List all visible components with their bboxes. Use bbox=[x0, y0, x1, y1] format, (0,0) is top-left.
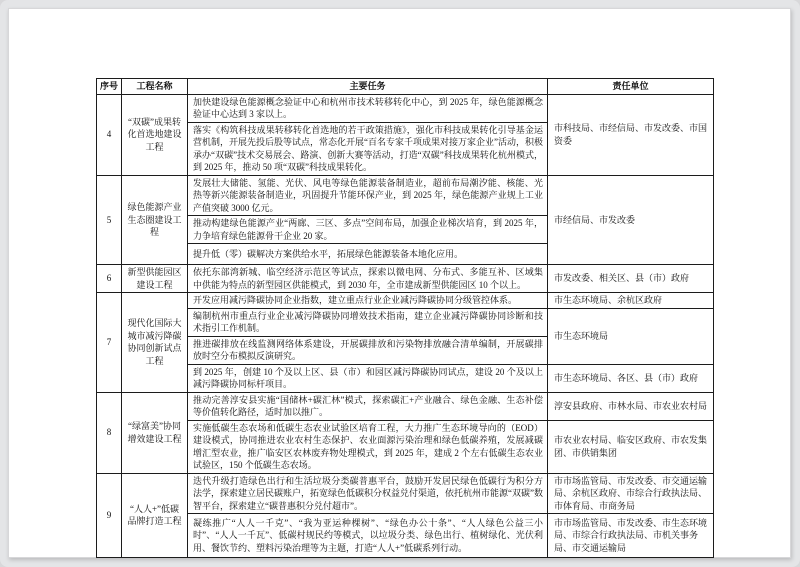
task-cell: 发展壮大储能、氢能、光伏、风电等绿色能源装备制造业，超前布局潮汐能、核能、光热等新兴能源装备制造业，巩固提升节能环保产业，到 2025 年，绿色能源产业规上工业产值突破 3000 亿元。 bbox=[188, 175, 548, 216]
project-name-cell: 新型供能园区建设工程 bbox=[122, 265, 188, 293]
row-number-cell: 8 bbox=[97, 392, 122, 473]
project-name-cell: 绿色能源产业生态圈建设工程 bbox=[122, 175, 188, 265]
row-number-cell: 5 bbox=[97, 175, 122, 265]
task-cell: 依托东部湾新城、临空经济示范区等试点，探索以微电网、分布式、多能互补、区域集中供能为特点的新型园区供能模式，到 2030 年，全市建成新型供能园区 10 个以上。 bbox=[188, 265, 548, 293]
task-cell: 编制杭州市重点行业企业减污降碳协同增效技术指南，建立企业减污降碳协同诊断和技术指引工作机制。 bbox=[188, 308, 548, 336]
row-number-cell: 4 bbox=[97, 94, 122, 175]
table-row bbox=[97, 364, 714, 392]
row-number-cell: 9 bbox=[97, 473, 122, 558]
table-row bbox=[97, 514, 714, 558]
responsible-cell: 市经信局、市发改委 bbox=[548, 175, 714, 265]
project-task-table bbox=[96, 78, 714, 558]
task-cell: 推动完善淳安县实施“国储林+碳汇林”模式，探索碳汇+产业融合、绿色金融、生态补偿等价值转化路径，适时加以推广。 bbox=[188, 392, 548, 420]
task-cell: 推动构建绿色能源产业“两廊、三区、多点”空间布局，加强企业梯次培育，到 2025 年，力争培育绿色能源骨干企业 20 家。 bbox=[188, 216, 548, 244]
project-name-cell: “绿富美”协同增效建设工程 bbox=[122, 392, 188, 473]
task-cell: 落实《构筑科技成果转移转化首选地的若干政策措施》，强化市科技成果转化引导基金运营机制，开展先投后股等试点，常态化开展“百名专家千项成果对接万家企业”活动，积极承办“双碳”技术交易展会、路演、创新大赛等活动，打造“双碳”科技成果转化杭州模式，到 2025 年，推动 50 项“双碳”科技成果转化。 bbox=[188, 122, 548, 175]
header-responsible-unit: 责任单位 bbox=[548, 79, 714, 95]
project-name-cell: 现代化国际大城市减污降碳协同创新试点工程 bbox=[122, 293, 188, 393]
table-header-row bbox=[97, 79, 714, 95]
task-cell: 提升低（零）碳解决方案供给水平，拓展绿色能源装备本地化应用。 bbox=[188, 244, 548, 265]
header-project-name: 工程名称 bbox=[122, 79, 188, 95]
table-row bbox=[97, 308, 714, 336]
task-cell: 推进碳排放在线监测网络体系建设，开展碳排放和污染物排放融合清单编制，开展碳排放时空分布模拟反演研究。 bbox=[188, 336, 548, 364]
table-row bbox=[97, 473, 714, 514]
table-row bbox=[97, 175, 714, 216]
task-cell: 加快建设绿色能源概念验证中心和杭州市技术转移转化中心，到 2025 年，绿色能源概念验证中心达到 3 家以上。 bbox=[188, 94, 548, 122]
table-row bbox=[97, 392, 714, 420]
task-cell: 迭代升级打造绿色出行和生活垃圾分类碳普惠平台，鼓励开发居民绿色低碳行为积分方法学，探索建立居民碳账户，拓宽绿色低碳积分权益兑付渠道，依托杭州市能源“双碳”数智平台，探索建立“碳普惠积分兑付超市”。 bbox=[188, 473, 548, 514]
responsible-cell: 淳安县政府、市林水局、市农业农村局 bbox=[548, 392, 714, 420]
task-cell: 开发应用减污降碳协同企业指数，建立重点行业企业减污降碳协同分级管控体系。 bbox=[188, 293, 548, 309]
responsible-cell: 市生态环境局、各区、县（市）政府 bbox=[548, 364, 714, 392]
table-row bbox=[97, 94, 714, 122]
responsible-cell: 市发改委、相关区、县（市）政府 bbox=[548, 265, 714, 293]
project-name-cell: “双碳”成果转化首选地建设工程 bbox=[122, 94, 188, 175]
responsible-cell: 市市场监管局、市发改委、市生态环境局、市综合行政执法局、市机关事务局、市交通运输局 bbox=[548, 514, 714, 558]
row-number-cell: 7 bbox=[97, 293, 122, 393]
header-serial-number: 序号 bbox=[97, 79, 122, 95]
header-main-tasks: 主要任务 bbox=[188, 79, 548, 95]
task-cell: 凝练推广“人人一千克”、“我为亚运种棵树”、“绿色办公十条”、“人人绿色公益三小时”、“人人一千瓦”、低碳村规民约等模式，以垃圾分类、绿色出行、植树绿化、光伏利用、餐饮节约、塑料污染治理等为主题，打造“人人+”低碳系列行动。 bbox=[188, 514, 548, 558]
table-row bbox=[97, 293, 714, 309]
task-cell: 到 2025 年，创建 10 个及以上区、县（市）和园区减污降碳协同试点，建设 20 个及以上减污降碳协同标杆项目。 bbox=[188, 364, 548, 392]
responsible-cell: 市科技局、市经信局、市发改委、市国资委 bbox=[548, 94, 714, 175]
table-row bbox=[97, 265, 714, 293]
document-page bbox=[8, 8, 791, 558]
task-cell: 实施低碳生态农场和低碳生态农业试验区培育工程，大力推广生态环境导向的（EOD）建设模式，协同推进农业农村生态保护、农业面源污染治理和绿色低碳养殖，发展减碳增汇型农业，推广临安区农林废弃物处理模式，到 2025 年，建成 2 个左右低碳生态农业试验区，150 个低碳生态农场。 bbox=[188, 420, 548, 473]
table-row bbox=[97, 420, 714, 473]
responsible-cell: 市农业农村局、临安区政府、市农发集团、市供销集团 bbox=[548, 420, 714, 473]
responsible-cell: 市生态环境局 bbox=[548, 308, 714, 364]
project-name-cell: “人人+”低碳品牌打造工程 bbox=[122, 473, 188, 558]
responsible-cell: 市生态环境局、余杭区政府 bbox=[548, 293, 714, 309]
responsible-cell: 市市场监管局、市发改委、市交通运输局、余杭区政府、市综合行政执法局、市体育局、市商务局 bbox=[548, 473, 714, 514]
row-number-cell: 6 bbox=[97, 265, 122, 293]
